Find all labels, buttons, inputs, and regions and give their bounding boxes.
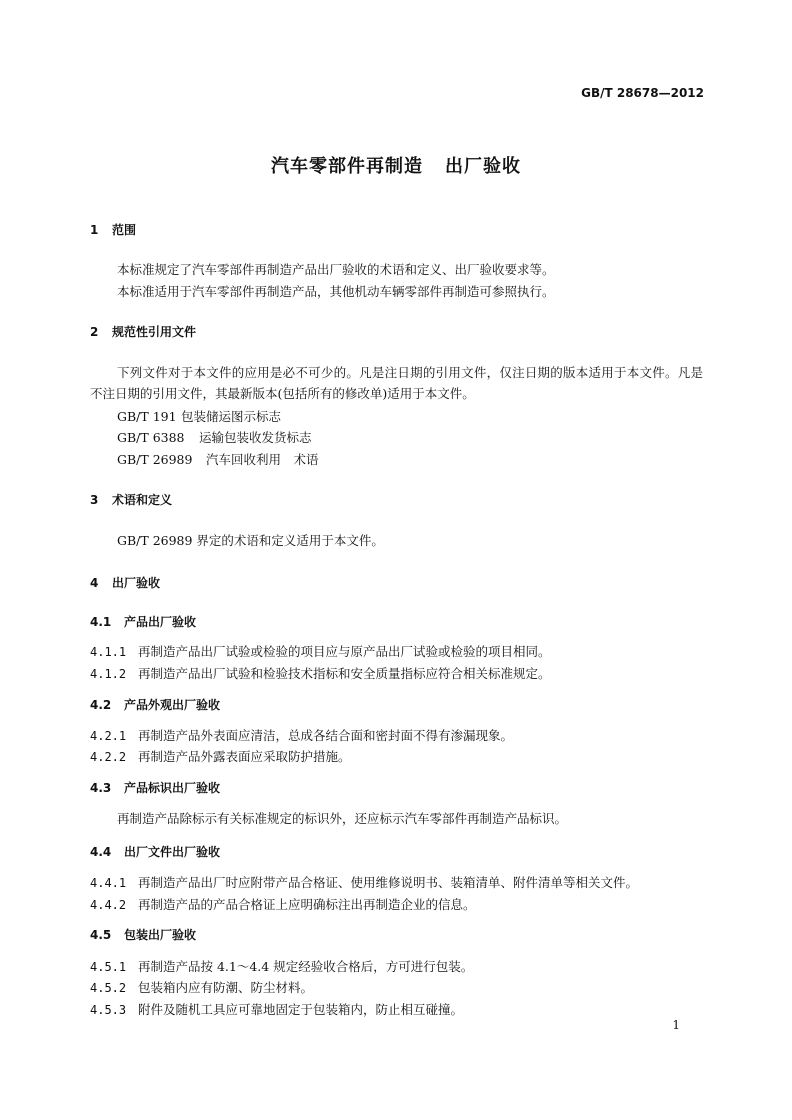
reference-code: GB/T 191 <box>117 409 177 424</box>
clause-text: 再制造产品出厂试验或检验的项目应与原产品出厂试验或检验的项目相同。 <box>138 644 551 659</box>
page-number: 1 <box>672 1018 680 1032</box>
title-part2: 出厂验收 <box>445 156 521 177</box>
clause-text: 再制造产品出厂时应附带产品合格证、使用维修说明书、装箱清单、附件清单等相关文件。 <box>138 875 639 890</box>
reference-code: GB/T 6388 <box>117 430 185 445</box>
section-number: 2 <box>90 325 99 339</box>
subsection-title: 出厂文件出厂验收 <box>124 845 221 859</box>
section-number: 1 <box>90 223 99 237</box>
paragraph: 再制造产品除标示有关标准规定的标识外，还应标示汽车零部件再制造产品标识。 <box>117 811 568 826</box>
clause-text: 再制造产品的产品合格证上应明确标注出再制造企业的信息。 <box>138 897 476 912</box>
clause-number: 4.5.1 <box>90 960 127 974</box>
subsection-title: 产品出厂验收 <box>124 615 197 629</box>
reference-code: GB/T 26989 <box>117 452 193 467</box>
reference-item <box>117 428 312 446</box>
paragraph: 本标准适用于汽车零部件再制造产品，其他机动车辆零部件再制造可参照执行。 <box>117 284 555 299</box>
clause-item <box>90 1000 463 1018</box>
section-2-heading <box>90 323 196 340</box>
clause-number: 4.2.1 <box>90 729 127 743</box>
clause-number: 4.4.2 <box>90 898 127 912</box>
subsection-title: 包装出厂验收 <box>124 928 197 942</box>
clause-number: 4.1.2 <box>90 667 127 681</box>
subsection-title: 产品标识出厂验收 <box>124 781 221 795</box>
subsection-4-5-heading <box>90 926 196 943</box>
title-part1: 汽车零部件再制造 <box>271 156 423 177</box>
clause-item <box>90 873 638 891</box>
subsection-4-2-heading <box>90 696 220 713</box>
paragraph: GB/T 26989 界定的术语和定义适用于本文件。 <box>117 533 384 548</box>
clause-item <box>90 747 351 765</box>
subsection-number: 4.1 <box>90 615 112 629</box>
reference-item <box>117 407 281 425</box>
clause-text: 包装箱内应有防潮、防尘材料。 <box>138 980 314 995</box>
paragraph: 本标准规定了汽车零部件再制造产品出厂验收的术语和定义、出厂验收要求等。 <box>117 262 555 277</box>
clause-text: 再制造产品外露表面应采取防护措施。 <box>138 749 351 764</box>
standard-number: GB/T 28678—2012 <box>581 86 704 100</box>
reference-title: 汽车回收利用 术语 <box>206 452 319 467</box>
section-1-heading <box>90 221 136 238</box>
clause-item <box>90 957 473 975</box>
clause-number: 4.2.2 <box>90 750 127 764</box>
clause-number: 4.5.2 <box>90 981 127 995</box>
clause-number: 4.5.3 <box>90 1003 127 1017</box>
subsection-number: 4.4 <box>90 845 112 859</box>
clause-text: 附件及随机工具应可靠地固定于包装箱内，防止相互碰撞。 <box>138 1002 464 1017</box>
section-title: 规范性引用文件 <box>112 325 197 339</box>
section-title: 出厂验收 <box>112 576 161 590</box>
clause-item <box>90 664 551 682</box>
subsection-4-4-heading <box>90 843 220 860</box>
clause-item <box>90 978 313 996</box>
clause-text: 再制造产品按 4.1～4.4 规定经验收合格后，方可进行包装。 <box>138 959 474 974</box>
clause-number: 4.1.1 <box>90 645 127 659</box>
subsection-4-3-heading <box>90 779 220 796</box>
section-title: 术语和定义 <box>112 493 173 507</box>
section-4-heading <box>90 574 160 591</box>
reference-item <box>117 450 319 468</box>
paragraph: 下列文件对于本文件的应用是必不可少的。凡是注日期的引用文件，仅注日期的版本适用于本文件。凡是不注日期的引用文件，其最新版本(包括所有的修改单)适用于本文件。 <box>90 365 703 401</box>
document-title <box>0 152 792 178</box>
section-3-heading <box>90 491 172 508</box>
section-number: 4 <box>90 576 99 590</box>
reference-title: 包装储运图示标志 <box>181 409 282 424</box>
subsection-number: 4.2 <box>90 698 112 712</box>
clause-item <box>90 895 476 913</box>
clause-number: 4.4.1 <box>90 876 127 890</box>
subsection-number: 4.3 <box>90 781 112 795</box>
subsection-4-1-heading <box>90 613 196 630</box>
subsection-number: 4.5 <box>90 928 112 942</box>
section-title: 范围 <box>112 223 137 237</box>
section-number: 3 <box>90 493 99 507</box>
clause-text: 再制造产品外表面应清洁，总成各结合面和密封面不得有渗漏现象。 <box>138 728 514 743</box>
subsection-title: 产品外观出厂验收 <box>124 698 221 712</box>
clause-item <box>90 726 513 744</box>
clause-text: 再制造产品出厂试验和检验技术指标和安全质量指标应符合相关标准规定。 <box>138 666 551 681</box>
reference-title: 运输包装收发货标志 <box>199 430 312 445</box>
clause-item <box>90 642 551 660</box>
